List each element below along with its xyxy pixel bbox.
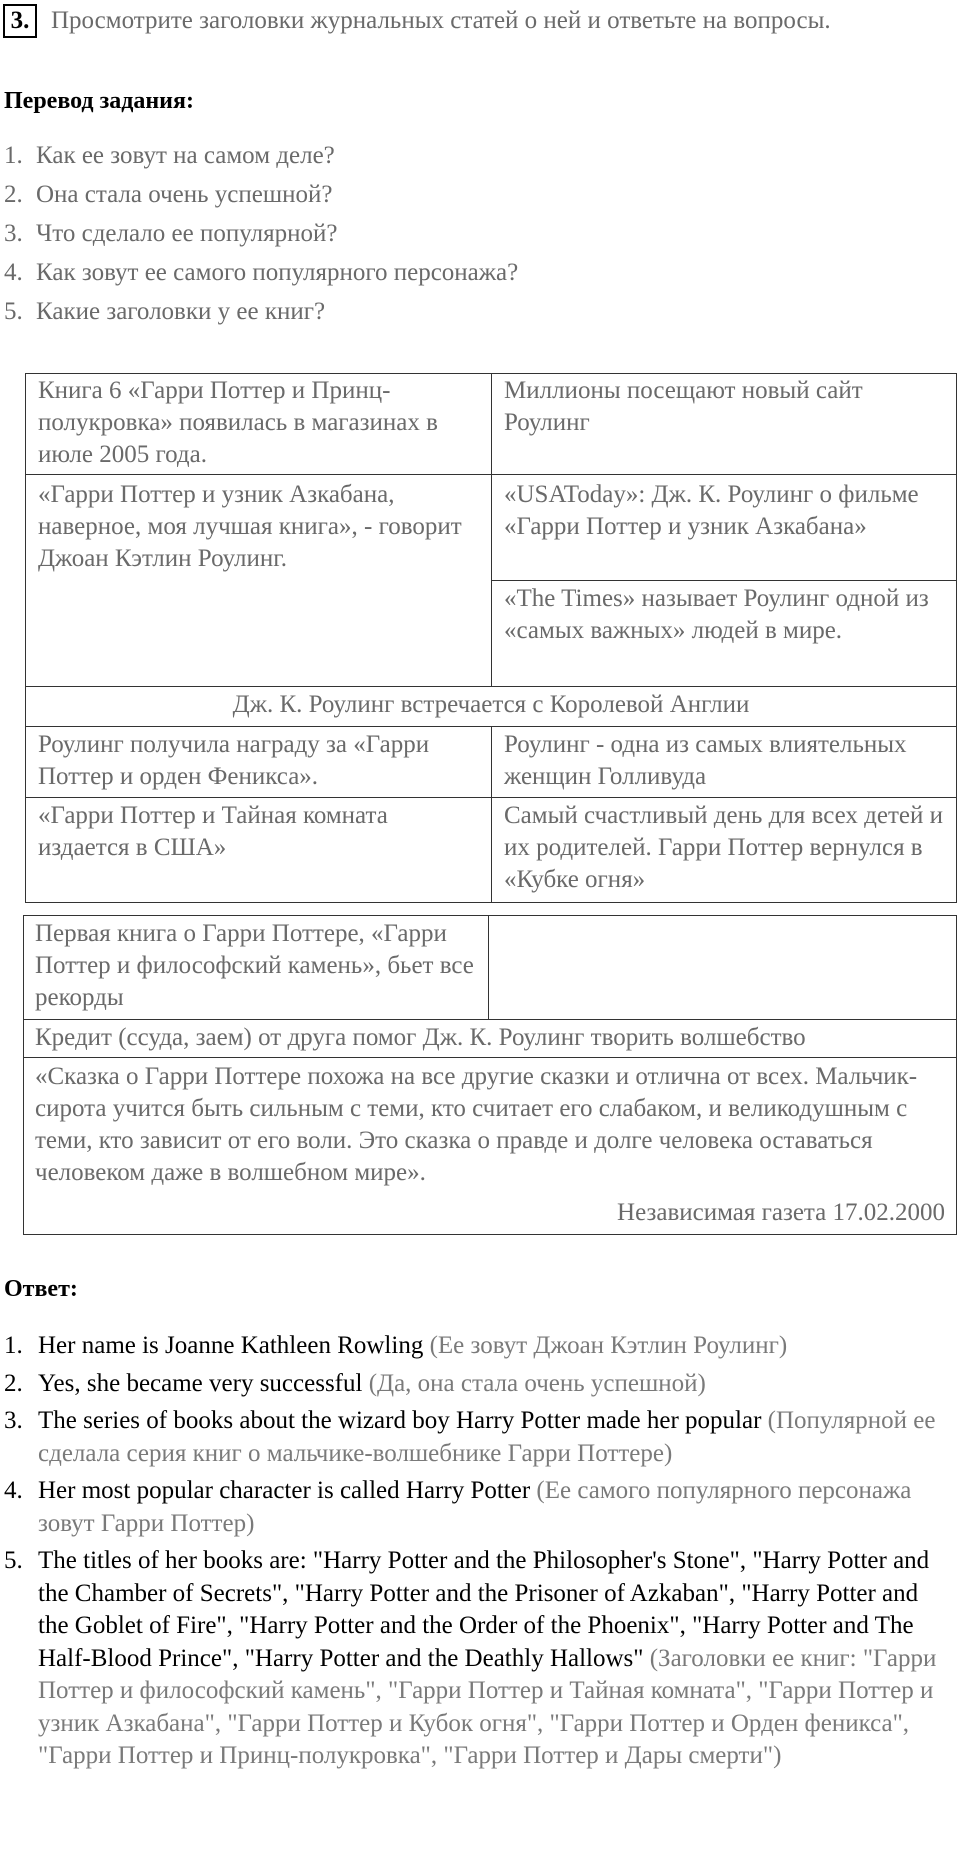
answer-russian: (Ее зовут Джоан Кэтлин Роулинг) bbox=[429, 1332, 788, 1359]
quote-text: «Сказка о Гарри Поттере похожа на все другие сказки и отлична от всех. Мальчик-сирота учится быть сильным с теми, кто считает его слабаком, и великодушным с теми, кто зависит от его воли. Это сказка о правде и долге человека оставаться человеком даже в волшебном мире». bbox=[35, 1063, 918, 1186]
table-divider bbox=[491, 580, 957, 581]
answer-english: Her most popular character is called Harry Potter bbox=[38, 1477, 531, 1504]
question-number: 2. bbox=[4, 181, 23, 208]
answer-heading: Ответ: bbox=[4, 1276, 78, 1302]
question-text: Она стала очень успешной? bbox=[36, 181, 333, 208]
headline-cell: Первая книга о Гарри Поттере, «Гарри Поттер и философский камень», бьет все рекорды bbox=[35, 920, 474, 1011]
list-item bbox=[4, 214, 944, 253]
list-item bbox=[4, 253, 944, 292]
headline-cell: Миллионы посещают новый сайт Роулинг bbox=[504, 377, 863, 436]
list-item bbox=[4, 175, 944, 214]
answer-russian: (Да, она стала очень успешной) bbox=[368, 1369, 706, 1397]
list-item bbox=[4, 1368, 954, 1401]
quote-source: Независимая газета 17.02.2000 bbox=[617, 1199, 945, 1226]
table-divider bbox=[491, 726, 492, 903]
question-text: Как ее зовут на самом деле? bbox=[36, 142, 335, 169]
answer-english: Her name is Joanne Kathleen Rowling bbox=[38, 1332, 424, 1359]
table-divider bbox=[25, 797, 957, 798]
headline-cell: Роулинг получила награду за «Гарри Поттер и орден Феникса». bbox=[38, 731, 430, 790]
answer-list bbox=[4, 1330, 954, 1778]
table-divider bbox=[25, 726, 957, 727]
answer-number: 1. bbox=[4, 1332, 23, 1359]
list-item bbox=[4, 1330, 954, 1363]
list-item bbox=[4, 1405, 954, 1470]
table-divider bbox=[25, 686, 957, 687]
headline-cell: «USAToday»: Дж. К. Роулинг о фильме «Гарри Поттер и узник Азкабана» bbox=[504, 481, 919, 540]
list-item bbox=[4, 136, 944, 175]
question-list bbox=[4, 136, 944, 331]
list-item bbox=[4, 1545, 954, 1773]
table-divider bbox=[491, 373, 492, 686]
answer-russian: (Заголовки ее книг: "Гарри Поттер и философский камень", "Гарри Поттер и Тайная комната", "Гарри Поттер и узник Азкабана", "Гарри Поттер и Кубок огня", "Гарри Поттер и Орден феникса", "Гарри Поттер и Принц-полукровка", "Гарри Поттер и Дары смерти") bbox=[38, 1644, 937, 1769]
task-line bbox=[3, 4, 953, 38]
table-divider bbox=[488, 915, 489, 1019]
headline-cell: «Гарри Поттер и узник Азкабана, наверное, моя лучшая книга», - говорит Джоан Кэтлин Роулинг. bbox=[38, 481, 462, 572]
list-item bbox=[4, 1475, 954, 1540]
question-number: 5. bbox=[4, 298, 23, 325]
answer-number: 2. bbox=[4, 1369, 23, 1397]
answer-english: The titles of her books are: "Harry Potter and the Philosopher's Stone", "Harry Potter and the Chamber of Secrets", "Harry Potter and the Prisoner of Azkaban", "Harry Potter and the Goblet of Fire", "Harry Potter and the Order of the Phoenix", "Harry Potter and The Half-Blood Prince", "Harry Potter and the Deathly Hallows" bbox=[38, 1547, 930, 1672]
headline-cell: Роулинг - одна из самых влиятельных женщин Голливуда bbox=[504, 731, 907, 790]
answer-russian: (Ее самого популярного персонажа зовут Гарри Поттер) bbox=[38, 1477, 912, 1537]
question-number: 3. bbox=[4, 220, 23, 247]
question-text: Какие заголовки у ее книг? bbox=[36, 298, 326, 325]
headline-cell: Книга 6 «Гарри Поттер и Принц-полукровка» появилась в магазинах в июле 2005 года. bbox=[38, 377, 438, 468]
question-text: Что сделало ее популярной? bbox=[36, 220, 338, 247]
headline-cell: Кредит (ссуда, заем) от друга помог Дж. К. Роулинг творить волшебство bbox=[35, 1024, 806, 1051]
question-text: Как зовут ее самого популярного персонажа? bbox=[36, 259, 519, 286]
question-number: 4. bbox=[4, 259, 23, 286]
answer-english: Yes, she became very successful bbox=[38, 1369, 363, 1397]
answer-english: The series of books about the wizard boy Harry Potter made her popular bbox=[38, 1407, 762, 1434]
answer-russian: (Популярной ее сделала серия книг о мальчике-волшебнике Гарри Поттере) bbox=[38, 1407, 936, 1467]
question-number: 1. bbox=[4, 142, 23, 169]
answer-number: 5. bbox=[4, 1547, 23, 1574]
table-divider bbox=[23, 1057, 957, 1058]
table-divider bbox=[25, 474, 957, 475]
list-item bbox=[4, 292, 944, 331]
task-number: 3. bbox=[3, 4, 37, 38]
headline-cell: Самый счастливый день для всех детей и их родителей. Гарри Поттер вернулся в «Кубке огня» bbox=[504, 802, 943, 893]
task-text: Просмотрите заголовки журнальных статей о ней и ответьте на вопросы. bbox=[51, 7, 831, 34]
headline-cell: «Гарри Поттер и Тайная комната издается в США» bbox=[38, 802, 388, 861]
headline-cell: Дж. К. Роулинг встречается с Королевой Англии bbox=[232, 691, 750, 718]
translation-heading: Перевод задания: bbox=[4, 88, 194, 114]
answer-number: 3. bbox=[4, 1407, 23, 1434]
table-divider bbox=[23, 1019, 957, 1020]
headline-cell: «The Times» называет Роулинг одной из «самых важных» людей в мире. bbox=[504, 585, 929, 644]
answer-number: 4. bbox=[4, 1477, 23, 1504]
